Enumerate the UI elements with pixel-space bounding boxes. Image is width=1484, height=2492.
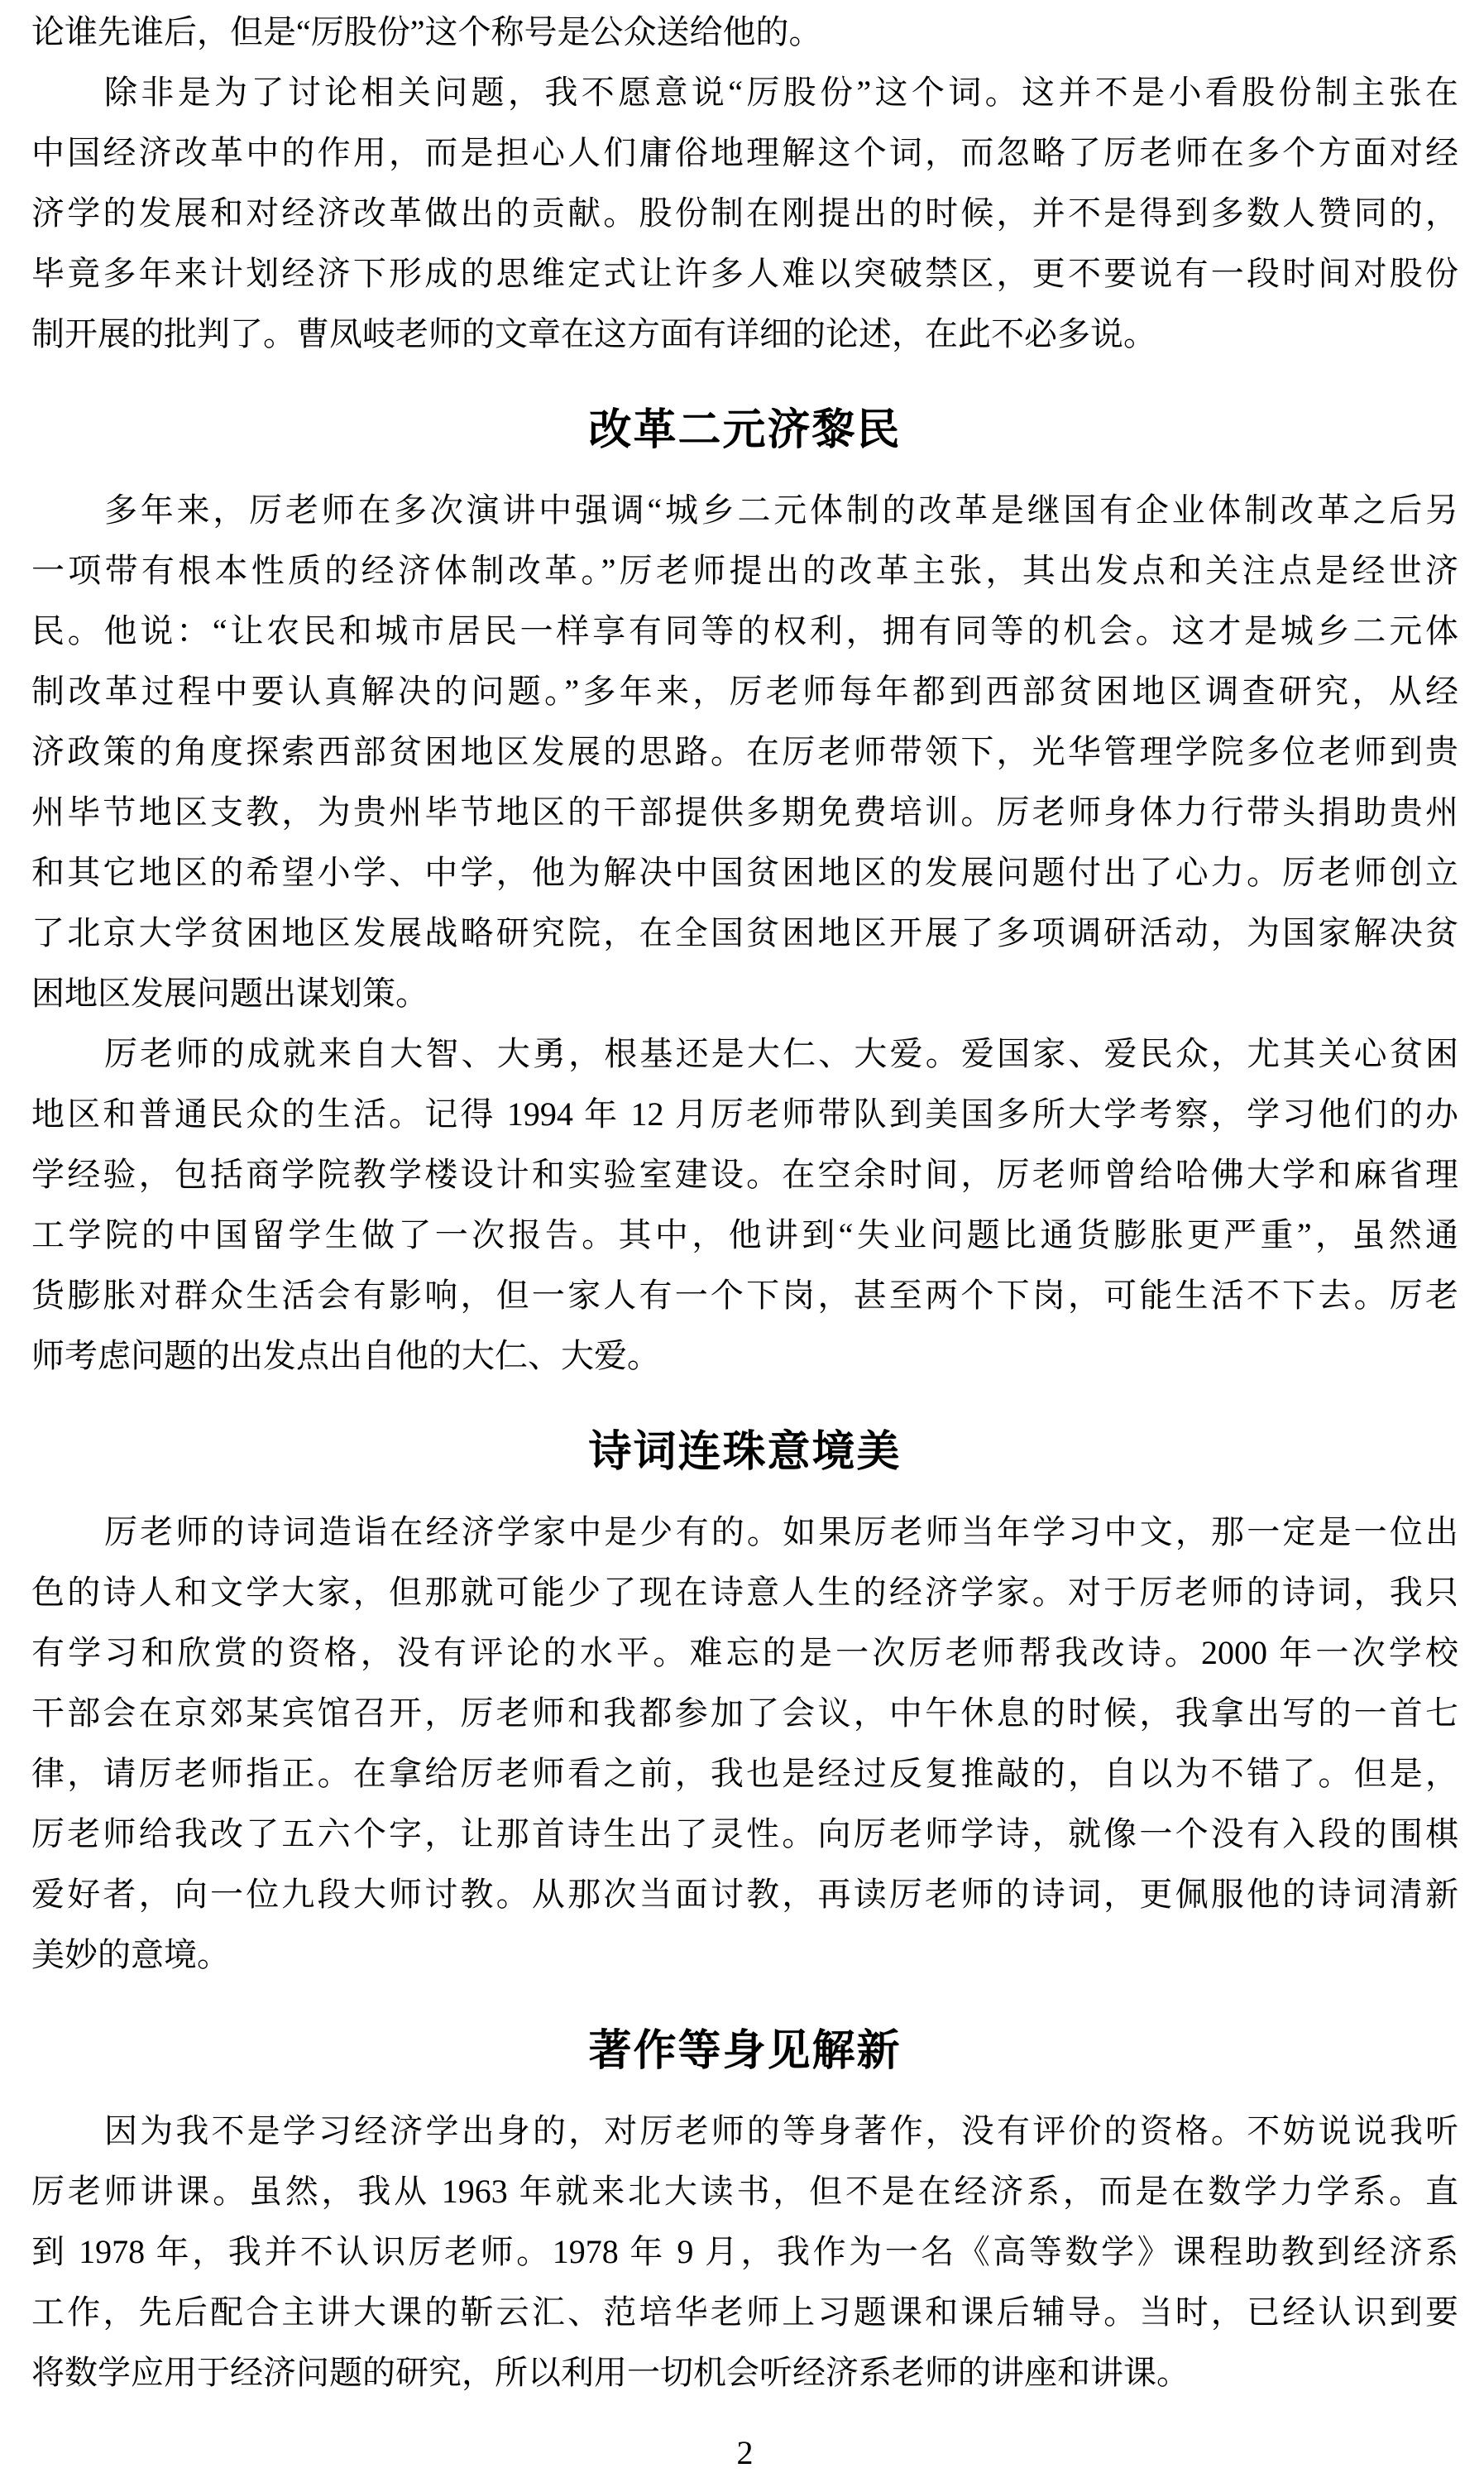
text-line: 美妙的意境。 <box>31 1936 230 1973</box>
text-line: 厉老师给我改了五六个字，让那首诗生出了灵性。向厉老师学诗，就像一个没有入段的围棋 <box>31 1815 1458 1852</box>
text-line: 干部会在京郊某宾馆召开，厉老师和我都参加了会议，中午休息的时候，我拿出写的一首七 <box>31 1694 1458 1732</box>
text-line: 州毕节地区支教，为贵州毕节地区的干部提供多期免费培训。厉老师身体力行带头捐助贵州 <box>31 793 1458 831</box>
text-line: 厉老师的成就来自大智、大勇，根基还是大仁、大爱。爱国家、爱民众，尤其关心贫困 <box>104 1035 1458 1072</box>
text-line: 困地区发展问题出谋划策。 <box>31 975 428 1012</box>
text-line: 制开展的批判了。曹凤岐老师的文章在这方面有详细的论述，在此不必多说。 <box>31 315 1156 352</box>
text-line: 学经验，包括商学院教学楼设计和实验室建设。在空余时间，厉老师曾给哈佛大学和麻省理 <box>31 1156 1458 1193</box>
text-line: 济政策的角度探索西部贫困地区发展的思路。在厉老师带领下，光华管理学院多位老师到贵 <box>31 733 1458 770</box>
text-line: 中国经济改革中的作用，而是担心人们庸俗地理解这个词，而忽略了厉老师在多个方面对经 <box>31 134 1458 171</box>
text-line: 除非是为了讨论相关问题，我不愿意说“厉股份”这个词。这并不是小看股份制主张在 <box>104 74 1458 111</box>
text-line: 工学院的中国留学生做了一次报告。其中，他讲到“失业问题比通货膨胀更严重”，虽然通 <box>31 1216 1458 1253</box>
section-heading: 诗词连珠意境美 <box>588 1429 902 1476</box>
text-line: 毕竟多年来计划经济下形成的思维定式让许多人难以突破禁区，更不要说有一段时间对股份 <box>31 255 1458 292</box>
text-line: 厉老师讲课。虽然，我从 1963 年就来北大读书，但不是在经济系，而是在数学力学系。直 <box>31 2173 1458 2210</box>
text-line: 多年来，厉老师在多次演讲中强调“城乡二元体制的改革是继国有企业体制改革之后另 <box>104 491 1458 529</box>
section-heading: 改革二元济黎民 <box>588 407 902 454</box>
text-line: 律，请厉老师指正。在拿给厉老师看之前，我也是经过反复推敲的，自以为不错了。但是， <box>31 1755 1458 1792</box>
text-line: 了北京大学贫困地区发展战略研究院，在全国贫困地区开展了多项调研活动，为国家解决贫 <box>31 914 1458 951</box>
document-body <box>31 2 1458 2403</box>
text-line: 厉老师的诗词造诣在经济学家中是少有的。如果厉老师当年学习中文，那一定是一位出 <box>104 1513 1458 1550</box>
text-line: 济学的发展和对经济改革做出的贡献。股份制在刚提出的时候，并不是得到多数人赞同的， <box>31 194 1458 232</box>
text-line: 一项带有根本性质的经济体制改革。”厉老师提出的改革主张，其出发点和关注点是经世济 <box>31 552 1458 589</box>
text-line: 工作，先后配合主讲大课的靳云汇、范培华老师上习题课和课后辅导。当时，已经认识到要 <box>31 2293 1458 2331</box>
text-line: 民。他说：“让农民和城市居民一样享有同等的权利，拥有同等的机会。这才是城乡二元体 <box>31 612 1458 649</box>
text-line: 有学习和欣赏的资格，没有评论的水平。难忘的是一次厉老师帮我改诗。2000 年一次学校 <box>31 1634 1458 1671</box>
text-line: 色的诗人和文学大家，但那就可能少了现在诗意人生的经济学家。对于厉老师的诗词，我只 <box>31 1574 1458 1611</box>
text-line: 论谁先谁后，但是“厉股份”这个称号是公众送给他的。 <box>31 13 822 50</box>
section-heading: 著作等身见解新 <box>588 2028 902 2075</box>
text-line: 到 1978 年，我并不认识厉老师。1978 年 9 月，我作为一名《高等数学》课程助教到经济系 <box>31 2233 1458 2270</box>
text-line: 师考虑问题的出发点出自他的大仁、大爱。 <box>31 1337 660 1374</box>
text-line: 地区和普通民众的生活。记得 1994 年 12 月厉老师带队到美国多所大学考察，学习他们的办 <box>31 1095 1458 1133</box>
page-number: 2 <box>736 2434 754 2471</box>
text-line: 爱好者，向一位九段大师讨教。从那次当面讨教，再读厉老师的诗词，更佩服他的诗词清新 <box>31 1876 1458 1913</box>
text-line: 将数学应用于经济问题的研究，所以利用一切机会听经济系老师的讲座和讲课。 <box>31 2354 1190 2391</box>
text-line: 和其它地区的希望小学、中学，他为解决中国贫困地区的发展问题付出了心力。厉老师创立 <box>31 854 1458 891</box>
text-line: 因为我不是学习经济学出身的，对厉老师的等身著作，没有评价的资格。不妨说说我听 <box>104 2112 1458 2149</box>
text-line: 制改革过程中要认真解决的问题。”多年来，厉老师每年都到西部贫困地区调查研究，从经 <box>31 673 1458 710</box>
text-line: 货膨胀对群众生活会有影响，但一家人有一个下岗，甚至两个下岗，可能生活不下去。厉老 <box>31 1277 1458 1314</box>
